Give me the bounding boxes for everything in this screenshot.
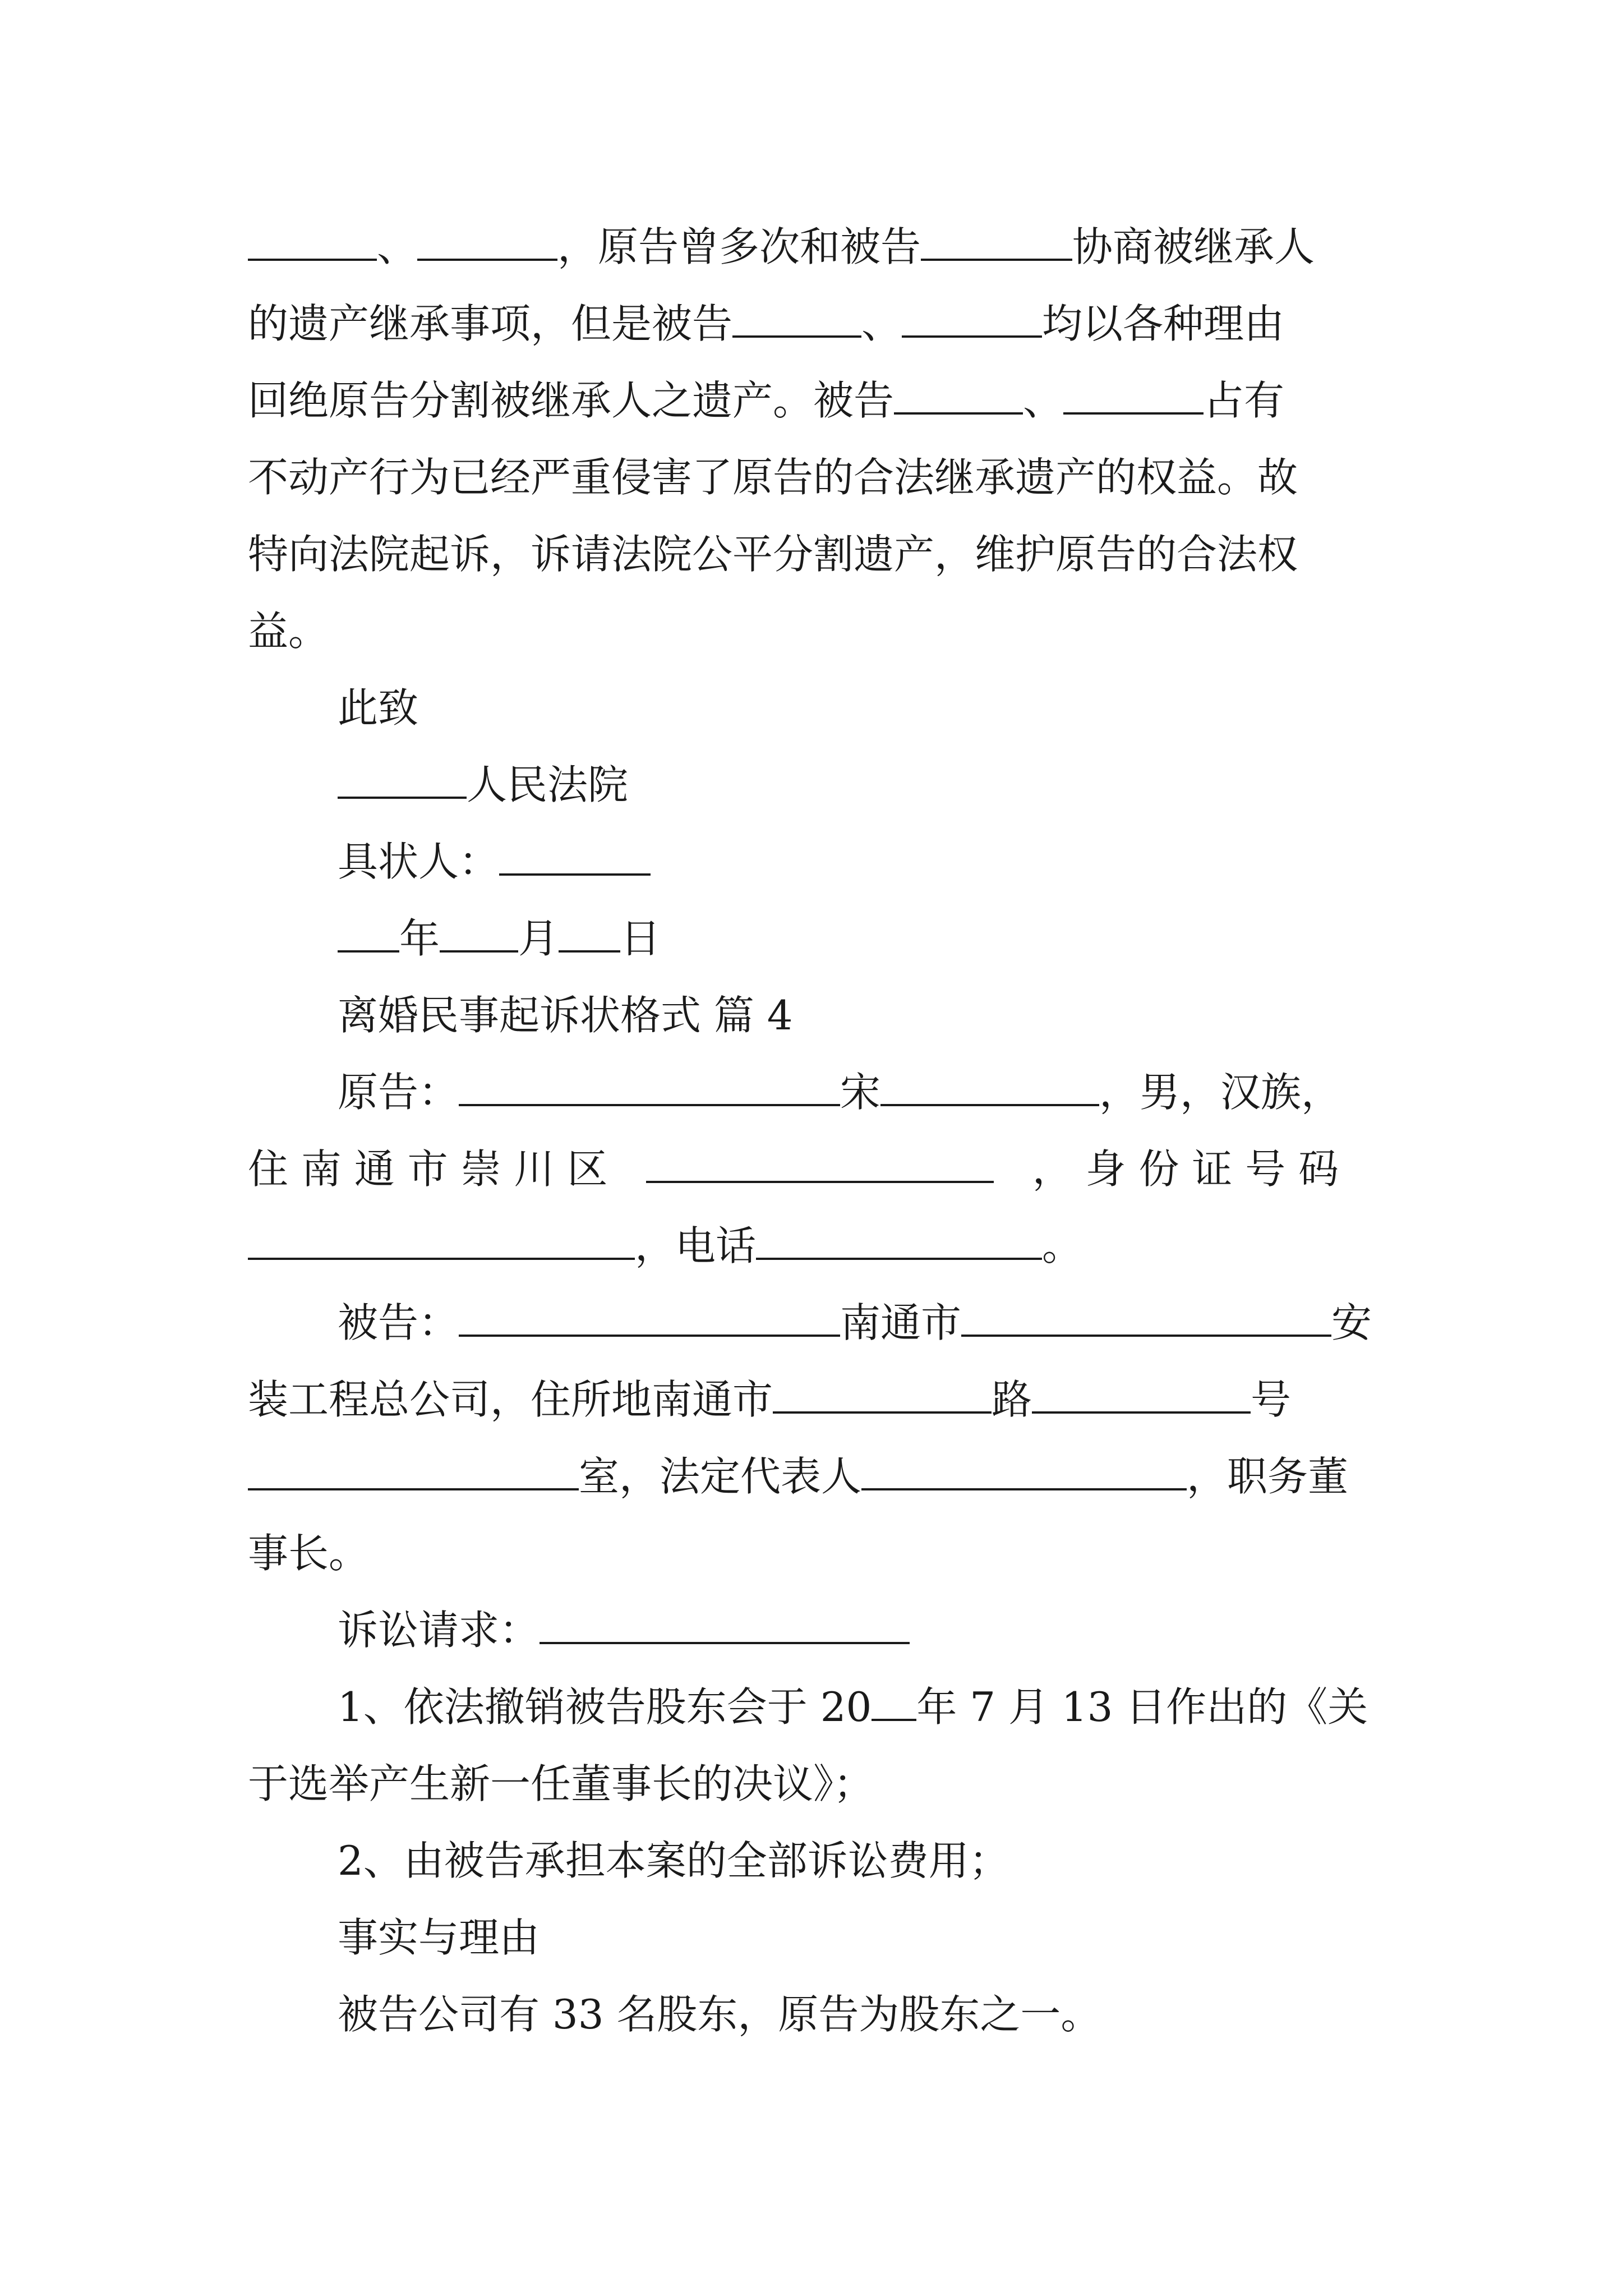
claim-item: [338, 1679, 1392, 1735]
blank-field: [559, 911, 620, 953]
claim-item-continuation: 于选举产生新一任董事长的决议》；: [248, 1760, 874, 1807]
text-run: ，电话: [635, 1222, 757, 1269]
text-run: 日: [620, 915, 661, 962]
blank-field: [1032, 1372, 1251, 1414]
blank-field: [459, 1065, 840, 1106]
section-heading: 离婚民事起诉状格式 篇 4: [338, 992, 793, 1039]
text-run: 占有: [1204, 377, 1285, 424]
blank-field: [756, 1218, 1042, 1260]
paragraph-line: 益。: [248, 608, 329, 655]
text-run: 、: [377, 223, 418, 270]
blank-field: [861, 1449, 1187, 1490]
blank-field: [732, 296, 861, 338]
blank-field: [248, 1449, 579, 1490]
claims-heading-line: [338, 1602, 1392, 1658]
paragraph-line: [248, 219, 1392, 275]
paragraph-line: [338, 1064, 1392, 1120]
text-run: 室，法定代表人: [579, 1453, 862, 1500]
paragraph-line: [248, 1218, 1392, 1274]
signer-line: [338, 834, 1392, 890]
section-heading: 事实与理由: [338, 1914, 540, 1961]
court-line: [338, 757, 1392, 813]
blank-field: [902, 296, 1042, 338]
text-run: ，原告曾多次和被告: [557, 223, 921, 270]
text-run: 安: [1331, 1299, 1372, 1346]
blank-field: [248, 219, 377, 261]
text-run: 诉讼请求：: [338, 1607, 540, 1654]
blank-field: [338, 757, 467, 799]
text-run: 月: [518, 915, 559, 962]
text-run: ， 身 份 证 号 码: [1032, 1145, 1339, 1193]
paragraph-line: [248, 372, 1392, 429]
paragraph-line: [248, 1372, 1392, 1428]
text-run: 年 7 月 13 日作出的《关: [916, 1683, 1368, 1731]
blank-field: [961, 1295, 1331, 1337]
blank-field: [921, 219, 1072, 261]
text-run: 人民法院: [467, 761, 629, 808]
paragraph-line: 不动产行为已经严重侵害了原告的合法继承遗产的权益。故: [248, 454, 1298, 501]
salutation: 此致: [338, 684, 419, 731]
text-run: ，男，汉族，: [1099, 1069, 1342, 1116]
text-run: ，职务董: [1187, 1453, 1349, 1500]
paragraph-line: 特向法院起诉，诉请法院公平分割遗产，维护原告的合法权: [248, 531, 1298, 578]
blank-field: [1063, 373, 1204, 415]
blank-field: [440, 911, 518, 953]
text-run: 年: [399, 915, 440, 962]
blank-field: [894, 373, 1023, 415]
text-run: 宋: [840, 1069, 881, 1116]
text-run: 住 南 通 市 崇 川 区: [248, 1145, 608, 1193]
claim-item: 2、由被告承担本案的全部诉讼费用；: [338, 1837, 1009, 1884]
text-run: 具状人：: [338, 838, 500, 885]
text-run: 均以各种理由: [1042, 300, 1285, 347]
text-run: 南通市: [840, 1299, 962, 1346]
blank-field: [417, 219, 557, 261]
blank-field: [248, 1218, 635, 1260]
text-run: 。: [1042, 1222, 1083, 1269]
paragraph-line: [248, 1141, 1392, 1197]
text-run: 协商被继承人: [1072, 223, 1315, 270]
blank-field: [459, 1295, 840, 1337]
text-run: 装工程总公司，住所地南通市: [248, 1376, 773, 1423]
text-run: 路: [992, 1376, 1032, 1423]
text-run: 、: [861, 300, 902, 347]
blank-field: [872, 1680, 916, 1721]
blank-field: [540, 1603, 910, 1644]
paragraph-line: [248, 296, 1392, 352]
blank-field: [880, 1065, 1099, 1106]
text-run: 、: [1023, 377, 1064, 424]
blank-field: [499, 834, 651, 876]
blank-field: [773, 1372, 992, 1414]
paragraph-line: [248, 1448, 1392, 1504]
text-run: 1、依法撤销被告股东会于 20: [338, 1683, 872, 1731]
text-run: 原告：: [338, 1069, 459, 1116]
blank-field: [338, 911, 399, 953]
date-line: [338, 910, 1392, 967]
paragraph-line: 事长。: [248, 1530, 370, 1577]
paragraph-line: [338, 1295, 1392, 1351]
text-run: 的遗产继承事项，但是被告: [248, 300, 733, 347]
paragraph-line: 被告公司有 33 名股东，原告为股东之一。: [338, 1991, 1101, 2038]
text-run: 回绝原告分割被继承人之遗产。被告: [248, 377, 895, 424]
text-run: 被告：: [338, 1299, 459, 1346]
text-run: 号: [1251, 1376, 1292, 1423]
blank-field: [646, 1142, 994, 1183]
